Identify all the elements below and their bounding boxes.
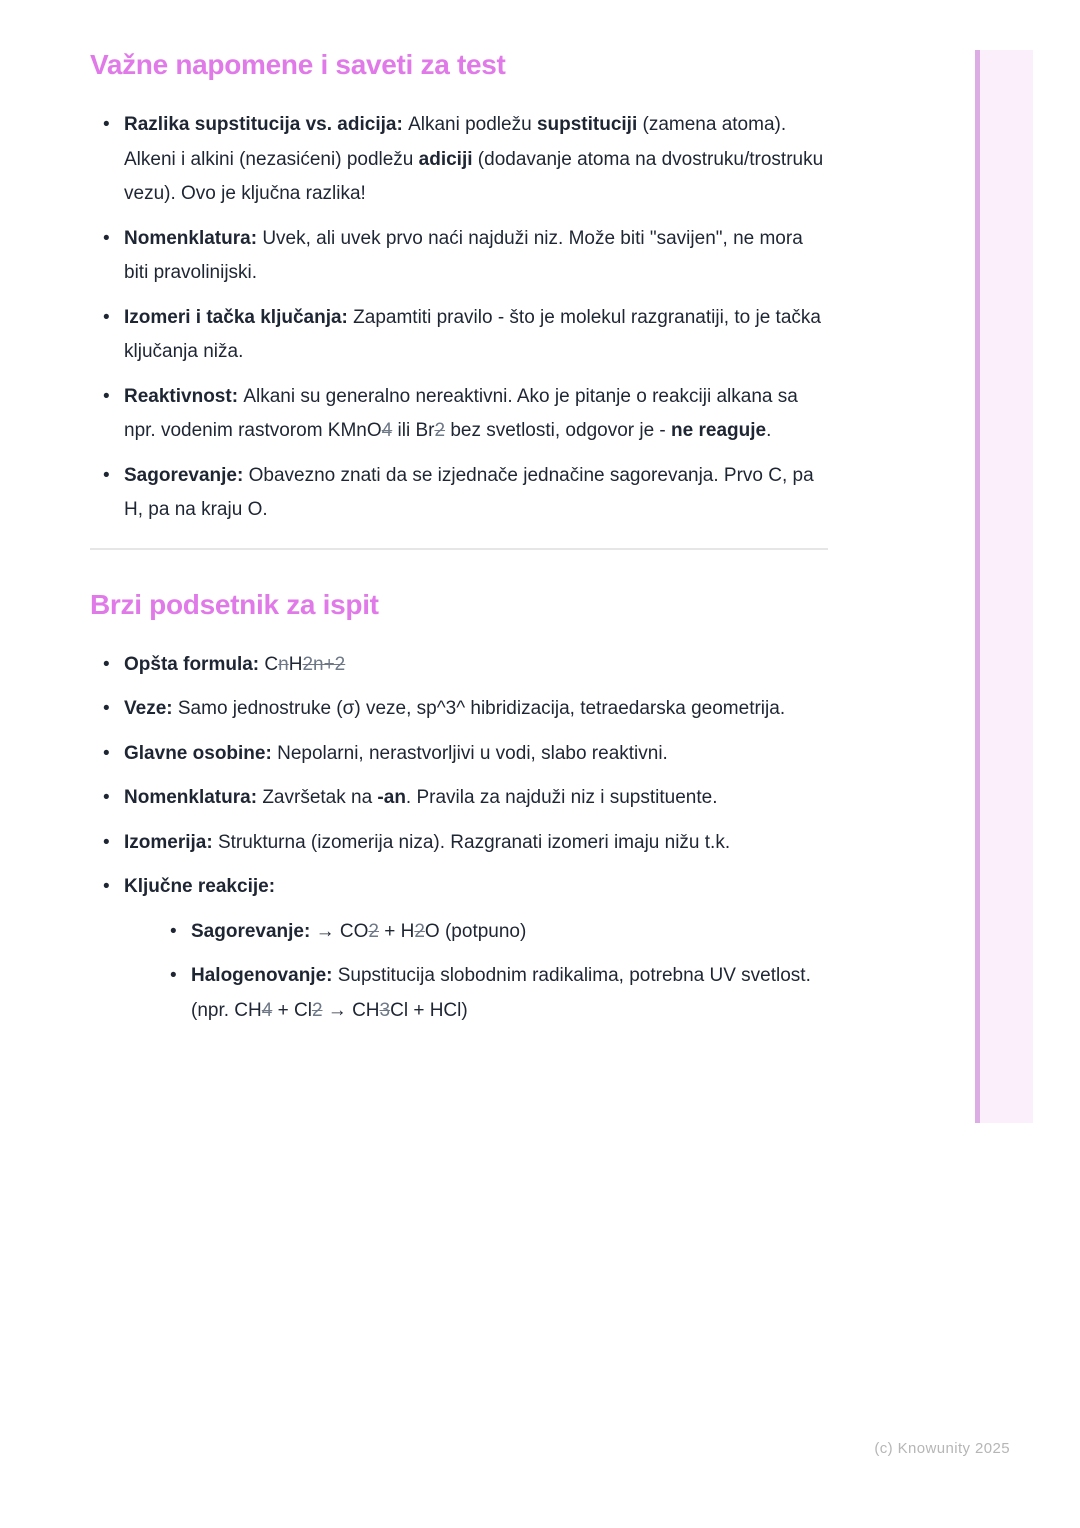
body-text: O (potpuno) xyxy=(424,920,527,942)
body-text: (dodavanje atoma na dvostruku/trostruku vezu). Ovo je ključna razlika! xyxy=(124,148,824,204)
body-text: Samo jednostruke (σ) veze, sp^3^ hibridizacija, tetraedarska geometrija. xyxy=(177,698,786,719)
bold-text: Opšta formula: xyxy=(124,653,265,675)
bullet-icon: • xyxy=(170,965,177,986)
struck-subscript-text: 2n+2 xyxy=(302,653,346,675)
notes-section-1 xyxy=(90,48,828,528)
body-text: H xyxy=(288,653,303,675)
body-text: Supstitucija slobodnim radikalima, potrebna UV svetlost. (npr. CH xyxy=(191,965,811,1021)
bullet-list xyxy=(90,648,828,1029)
body-text: + H xyxy=(378,920,415,942)
bold-text: -an xyxy=(377,787,406,808)
bullet-list xyxy=(157,915,828,1029)
list-item xyxy=(90,459,828,528)
bold-text: Sagorevanje: xyxy=(124,464,249,486)
bullet-icon: • xyxy=(103,742,110,764)
body-text: Alkani su generalno nereaktivni. Ako je pitanje o reakciji alkana sa npr. vodenim rastvorom KMnO xyxy=(124,385,798,441)
bullet-icon: • xyxy=(103,227,110,249)
list-item xyxy=(90,737,828,772)
bold-text: Razlika supstitucija vs. adicija: xyxy=(124,114,409,135)
body-text: . xyxy=(766,420,772,441)
struck-subscript-text: 2 xyxy=(368,920,379,942)
bullet-icon: • xyxy=(103,831,110,853)
body-text: + Cl xyxy=(272,999,312,1021)
bullet-list xyxy=(90,108,828,528)
bold-text: Nomenklatura: xyxy=(124,787,263,808)
body-text: Zapamtiti pravilo - što je molekul razgranatiji, to je tačka ključanja niža. xyxy=(124,306,821,362)
copyright-text: (c) Knowunity 2025 xyxy=(874,1440,1010,1457)
bullet-icon: • xyxy=(170,920,177,942)
bold-text: Glavne osobine: xyxy=(124,742,278,764)
bold-text: Izomerija: xyxy=(124,831,218,853)
bold-text: Izomeri i tačka ključanja: xyxy=(124,306,354,328)
section-title: Brzi podsetnik za ispit xyxy=(90,588,379,620)
bullet-icon: • xyxy=(103,787,110,808)
body-text: ili Br xyxy=(392,420,435,441)
bold-text: Sagorevanje: xyxy=(191,920,316,942)
bullet-icon: • xyxy=(103,876,110,897)
section-divider xyxy=(90,548,828,550)
body-text: Obavezno znati da se izjednače jednačine sagorevanja. Prvo C, pa H, pa na kraju O. xyxy=(124,464,814,520)
struck-subscript-text: 4 xyxy=(381,420,393,441)
list-item xyxy=(90,870,828,1028)
body-text: → CO xyxy=(315,920,369,942)
list-item xyxy=(90,648,828,683)
body-text: → CH xyxy=(322,999,380,1021)
body-text: Cl + HCl) xyxy=(390,999,468,1021)
bold-text: supstituciji xyxy=(536,114,638,135)
struck-subscript-text: 2 xyxy=(311,999,323,1021)
struck-subscript-text: 2 xyxy=(434,420,446,441)
struck-subscript-text: 2 xyxy=(414,920,425,942)
bold-text: Halogenovanje: xyxy=(191,965,338,986)
bold-text: Veze: xyxy=(124,698,178,719)
bold-text: adiciji xyxy=(418,148,473,170)
struck-subscript-text: 3 xyxy=(379,999,391,1021)
bullet-icon: • xyxy=(103,653,110,675)
body-text: Nepolarni, nerastvorljivi u vodi, slabo reaktivni. xyxy=(277,742,668,764)
list-item xyxy=(90,692,828,727)
bold-text: ne reaguje xyxy=(671,420,767,441)
list-item xyxy=(157,915,828,950)
list-item xyxy=(90,222,828,291)
body-text: Strukturna (izomerija niza). Razgranati izomeri imaju nižu t.k. xyxy=(217,831,731,853)
notes-section-2 xyxy=(90,588,828,1029)
bold-text: Reaktivnost: xyxy=(124,385,244,407)
list-item xyxy=(90,380,828,449)
bullet-icon: • xyxy=(103,464,110,486)
struck-subscript-text: n xyxy=(278,653,289,675)
section-title: Važne napomene i saveti za test xyxy=(90,49,506,80)
list-item xyxy=(90,781,828,816)
body-text: C xyxy=(264,653,279,675)
bold-text: Nomenklatura: xyxy=(124,227,263,249)
bold-text: Ključne reakcije: xyxy=(124,876,276,897)
list-item xyxy=(157,959,828,1028)
body-text: Uvek, ali uvek prvo naći najduži niz. Može biti "savijen", ne mora biti pravolinijski. xyxy=(124,227,803,283)
bullet-icon: • xyxy=(103,114,110,135)
body-text: (zamena atoma). Alkeni i alkini (nezasićeni) podležu xyxy=(124,114,787,170)
body-text: Završetak na xyxy=(262,787,378,808)
struck-subscript-text: 4 xyxy=(261,999,273,1021)
notes-content xyxy=(90,0,828,1038)
list-item xyxy=(90,108,828,212)
list-item xyxy=(90,826,828,861)
bullet-icon: • xyxy=(103,698,110,719)
body-text: bez svetlosti, odgovor je - xyxy=(445,420,672,441)
body-text: Alkani podležu xyxy=(408,114,537,135)
right-margin-strip xyxy=(975,50,1033,1123)
bullet-icon: • xyxy=(103,385,110,407)
body-text: . Pravila za najduži niz i supstituente. xyxy=(405,787,718,808)
list-item xyxy=(90,301,828,370)
bullet-icon: • xyxy=(103,306,110,328)
